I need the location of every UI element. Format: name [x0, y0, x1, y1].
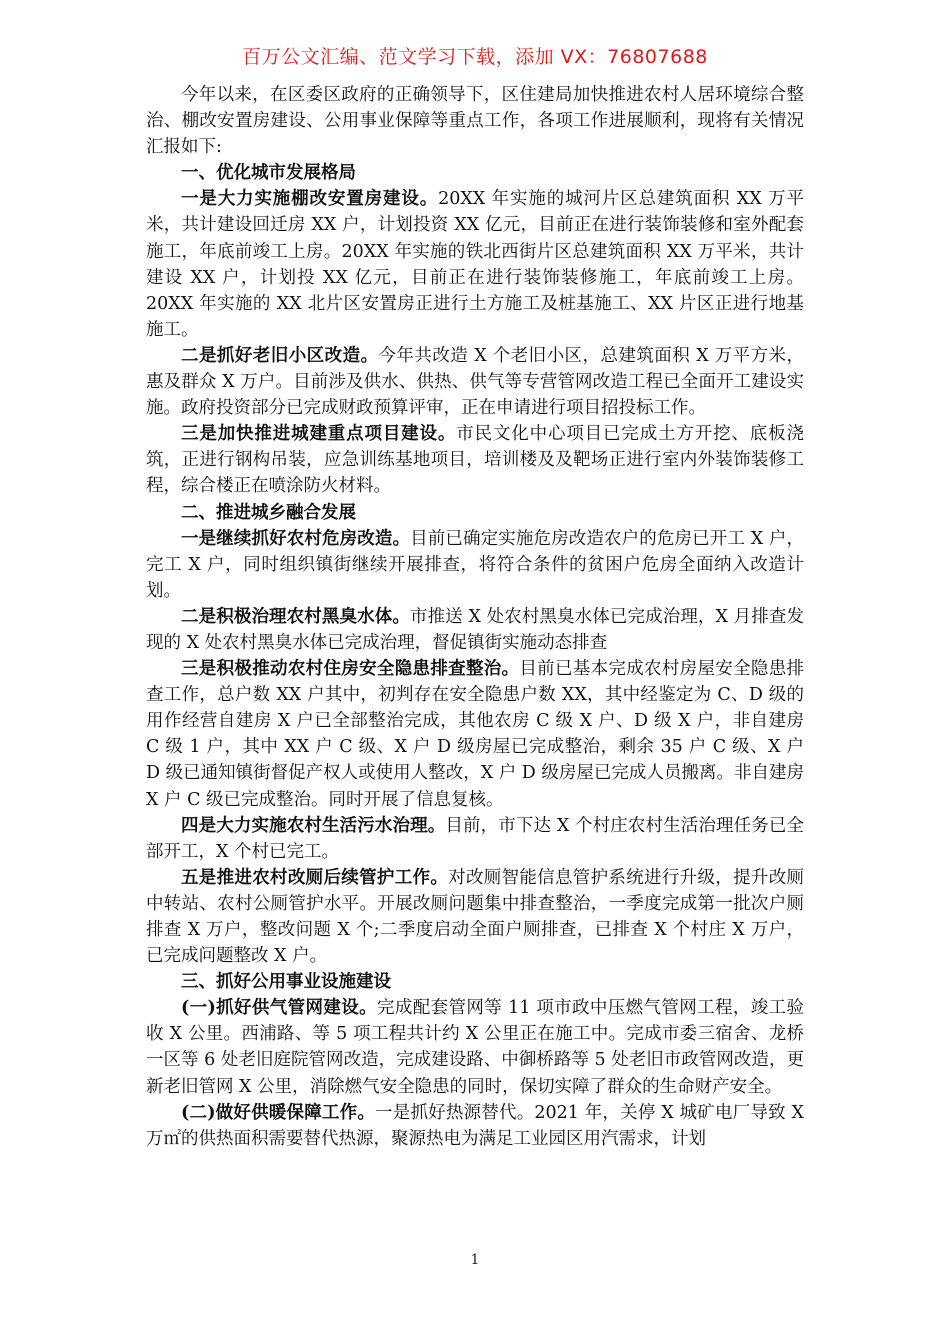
- paragraph: [146, 1100, 804, 1152]
- document-body: [146, 82, 804, 1152]
- section-heading-text: 一、优化城市发展格局: [181, 163, 356, 184]
- section-heading-text: 二、推进城乡融合发展: [181, 502, 356, 523]
- paragraph: [146, 813, 804, 865]
- paragraph: [146, 186, 804, 343]
- paragraph-lead: 四是大力实施农村生活污水治理。: [181, 815, 446, 836]
- paragraph: [146, 343, 804, 421]
- paragraph-text: 目前已基本完成农村房屋安全隐患排查工作，总户数 XX 户其中，初判存在安全隐患户数 XX，其中经鉴定为 C、D 级的用作经营自建房 X 户已全部整治完成，其他农房 C 级 X 户、D 级 X 户，非自建房 C 级 1 户，其中 XX 户 C 级、X 户 D 级房屋已完成整治，剩余 35 户 C 级、X 户 D 级已通知镇街督促产权人或使用人整改，X 户 D 级房屋已完成人员搬离。非自建房 X 户 C 级已完成整治。同时开展了信息复核。: [146, 659, 805, 810]
- page-number: 1: [470, 1252, 480, 1268]
- paragraph-lead: 一是继续抓好农村危房改造。: [181, 528, 411, 549]
- paragraph: [146, 526, 804, 604]
- paragraph-text: 今年共改造 X 个老旧小区，总建筑面积 X 万平方米，惠及群众 X 万户。目前涉及供水、供热、供气等专营管网改造工程已全面开工建设实施。政府投资部分已完成财政预算评审，正在申请进行项目招投标工作。: [146, 345, 805, 419]
- paragraph-text: 20XX 年实施的城河片区总建筑面积 XX 万平米，共计建设回迁房 XX 户，计划投资 XX 亿元，目前正在进行装饰装修和室外配套施工，年底前竣工上房。20XX 年实施的铁北西街片区总建筑面积 XX 万平米，共计建设 XX 户，计划投 XX 亿元，目前正在进行装饰装修施工，年底前竣工上房。20XX 年实施的 XX 北片区安置房正进行土方施工及桩基施工、XX 片区正进行地基施工。: [146, 189, 804, 340]
- paragraph-lead: 三是积极推动农村住房安全隐患排查整治。: [181, 659, 520, 680]
- paragraph-lead: 二是积极治理农村黑臭水体。: [181, 606, 410, 627]
- paragraph: [146, 995, 804, 1099]
- paragraph-lead: 一是大力实施棚改安置房建设。: [181, 189, 439, 210]
- paragraph: [146, 865, 804, 969]
- paragraph-text: 目前已确定实施危房改造农户的危房已开工 X 户，完工 X 户，同时组织镇街继续开展排查，将符合条件的贫困户危房全面纳入改造计划。: [146, 528, 804, 601]
- paragraph-lead: 五是推进农村改厕后续管护工作。: [181, 867, 449, 888]
- paragraph-text: 完成配套管网等 11 项市政中压燃气管网工程，竣工验收 X 公里。西浦路、等 5 项工程共计约 X 公里正在施工中。完成市委三宿舍、龙桥一区等 6 处老旧庭院管网改造，完成建设路、中御桥路等 5 处老旧市政管网改造，更新老旧管网 X 公里，消除燃气安全隐患的同时，保切实障了群众的生命财产安全。: [146, 998, 804, 1097]
- section-heading: [146, 160, 804, 186]
- paragraph-lead: 三是加快推进城建重点项目建设。: [181, 424, 457, 445]
- paragraph-text: 目前，市下达 X 个村庄农村生活治理任务已全部开工，X 个村已完工。: [146, 815, 804, 862]
- paragraph-text: 市民文化中心项目已完成土方开挖、底板浇筑，正进行钢构吊装，应急训练基地项目，培训楼及及靶场正进行室内外装饰装修工程，综合楼正在喷涂防火材料。: [146, 424, 805, 497]
- paragraph-text: 一是抓好热源替代。2021 年，关停 X 城矿电厂导致 X 万㎡的供热面积需要替代热源，聚源热电为满足工业园区用汽需求，计划: [146, 1102, 805, 1149]
- paragraph-lead: (一)抓好供气管网建设。: [181, 998, 378, 1019]
- paragraph: [146, 604, 804, 656]
- paragraph-lead: (二)做好供暖保障工作。: [181, 1102, 376, 1123]
- paragraph: [146, 421, 804, 499]
- paragraph-text: 对改厕智能信息管护系统进行升级，提升改厕中转站、农村公厕管护水平。开展改厕问题集中排查整治，一季度完成第一批次户厕排查 X 万户，整改问题 X 个;二季度启动全面户厕排查，已排查 X 个村庄 X 万户，已完成问题整改 X 户。: [146, 867, 805, 967]
- intro-paragraph: 今年以来，在区委区政府的正确领导下，区住建局加快推进农村人居环境综合整治、棚改安置房建设、公用事业保障等重点工作，各项工作进展顺利，现将有关情况汇报如下:: [146, 85, 804, 158]
- paragraph: [146, 656, 804, 813]
- header-banner: 百万公文汇编、范文学习下载，添加 VX：76807688: [242, 46, 708, 68]
- section-heading: [146, 500, 804, 526]
- paragraph-lead: 二是抓好老旧小区改造。: [181, 345, 379, 366]
- paragraph-text: 市推送 X 处农村黑臭水体已完成治理，X 月排查发现的 X 处农村黑臭水体已完成治理，督促镇街实施动态排查: [146, 606, 805, 653]
- section-heading-text: 三、抓好公用事业设施建设: [181, 972, 391, 993]
- section-heading: [146, 969, 804, 995]
